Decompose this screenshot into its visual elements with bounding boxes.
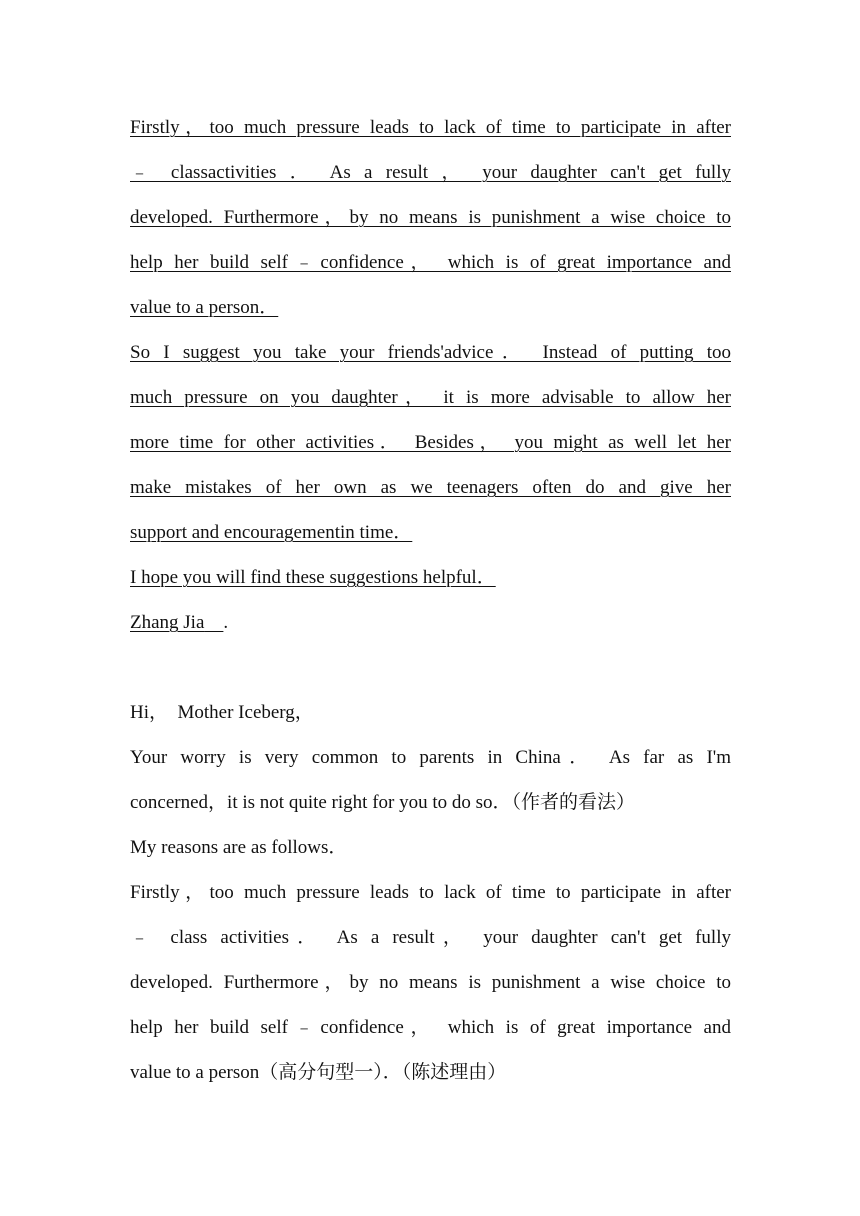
text-line: developed. Furthermore，by no means is punishment a wise choice to — [130, 972, 731, 993]
section-gap — [130, 645, 731, 690]
text-line: Firstly，too much pressure leads to lack of time to participate in after — [130, 117, 731, 138]
underlined-answer-section — [130, 105, 731, 645]
text-line: Firstly，too much pressure leads to lack of time to participate in after — [130, 882, 731, 903]
text-line: My reasons are as follows． — [130, 837, 348, 858]
model-essay-section — [130, 690, 731, 1095]
text-line: value to a person（高分句型一）．（陈述理由） — [130, 1062, 507, 1083]
text-line: I hope you will find these suggestions helpful． — [130, 567, 496, 588]
document-page — [130, 105, 731, 1095]
signature-period: . — [223, 612, 229, 633]
text-line: developed. Furthermore，by no means is punishment a wise choice to — [130, 207, 731, 228]
signature: Zhang Jia — [130, 612, 205, 633]
text-line: Your worry is very common to parents in China． As far as I'm — [130, 747, 731, 768]
text-line: ﹣ class activities． As a result， your daughter can't get fully — [130, 927, 731, 948]
text-line: more time for other activities． Besides， you might as well let her — [130, 432, 731, 453]
text-line: concerned，it is not quite right for you to do so．（作者的看法） — [130, 792, 636, 813]
signature-line — [130, 600, 731, 645]
text-line: support and encouragementin time． — [130, 522, 413, 543]
text-line: So I suggest you take your friends'advice． Instead of putting too — [130, 342, 731, 363]
text-line: much pressure on you daughter， it is more advisable to allow her — [130, 387, 731, 408]
text-line: ﹣ classactivities ． As a result ， your daughter can't get fully — [130, 162, 731, 183]
text-line: help her build self﹣confidence， which is of great importance and — [130, 1017, 731, 1038]
greeting: Hi， Mother Iceberg， — [130, 702, 314, 723]
text-line: make mistakes of her own as we teenagers often do and give her — [130, 477, 731, 498]
text-line: help her build self﹣confidence， which is of great importance and — [130, 252, 731, 273]
text-line: value to a person． — [130, 297, 279, 318]
